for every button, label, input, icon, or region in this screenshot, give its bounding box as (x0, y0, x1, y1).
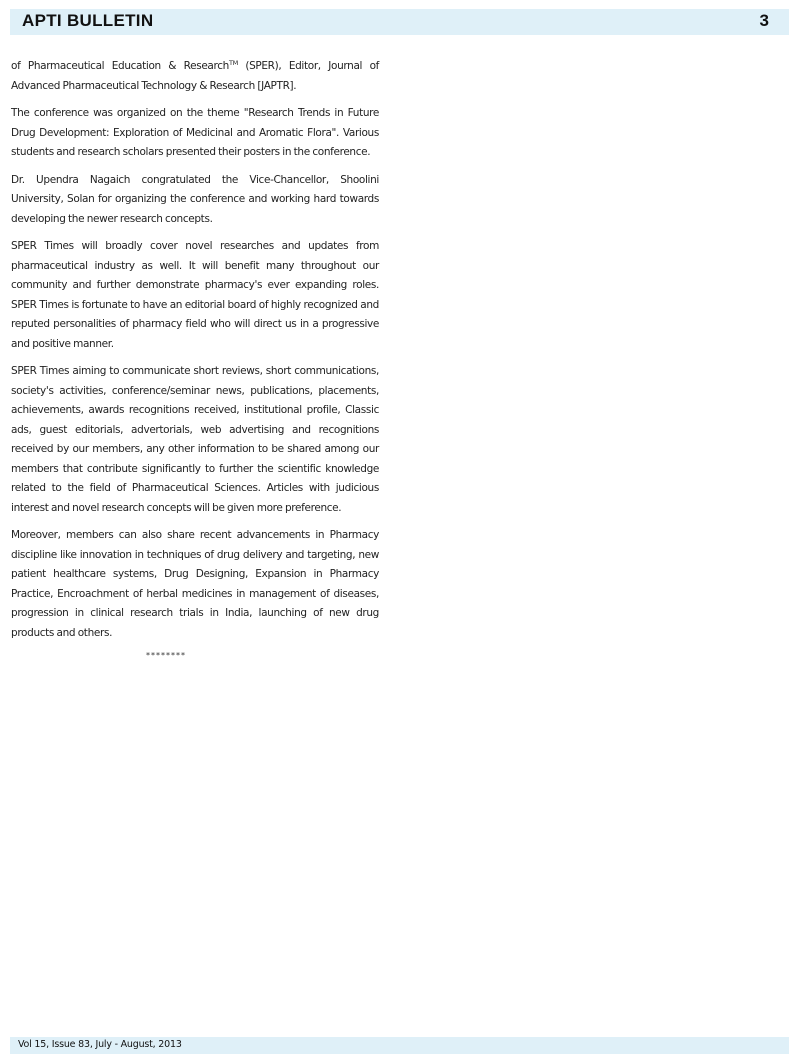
paragraph-1-end: (SPER), Editor, Journal of Advanced Pharmaceutical Technology & Research [JAPTR]. (11, 60, 379, 92)
bulletin-title: APTI BULLETIN (22, 11, 154, 30)
article-column (11, 57, 379, 660)
paragraph-4: SPER Times will broadly cover novel researches and updates from pharmaceutical industry as well. It will benefit many throughout our community and further demonstrate pharmacy's ever expanding roles. SPER Times is fortunate to have an editorial board of highly recognized and reputed personalities of pharmacy field who will direct us in a progressive and positive manner. (11, 240, 379, 350)
paragraph-1 (11, 57, 379, 96)
paragraph-6: Moreover, members can also share recent advancements in Pharmacy discipline like innovation in techniques of drug delivery and targeting, new patient healthcare systems, Drug Designing, Expansion in Pharmacy Practice, Encroachment of herbal medicines in management of diseases, progression in clinical research trials in India, launching of new drug products and others. (11, 529, 379, 639)
paragraph-1-start: of Pharmaceutical Education & Research (11, 60, 229, 72)
footer-bar (10, 1037, 789, 1054)
section-separator: ******** (146, 651, 186, 660)
issue-info: Vol 15, Issue 83, July - August, 2013 (18, 1039, 182, 1050)
trademark-mark: TM (228, 59, 238, 67)
paragraph-3: Dr. Upendra Nagaich congratulated the Vice-Chancellor, Shoolini University, Solan for organizing the conference and working hard towards developing the newer research concepts. (11, 173, 379, 225)
header-bar (10, 9, 789, 35)
paragraph-2: The conference was organized on the theme "Research Trends in Future Drug Development: Exploration of Medicinal and Aromatic Flora". Various students and research scholars presented their posters in the conference. (11, 107, 379, 158)
page-number: 3 (759, 11, 769, 30)
paragraph-5: SPER Times aiming to communicate short reviews, short communications, society's activities, conference/seminar news, publications, placements, achievements, awards recognitions received, institutional profile, Classic ads, guest editorials, advertorials, web advertising and recognitions received by our members, any other information to be shared among our members that contribute significantly to further the scientific knowledge related to the field of Pharmaceutical Sciences. Articles with judicious interest and novel research concepts will be given more preference. (11, 365, 379, 514)
